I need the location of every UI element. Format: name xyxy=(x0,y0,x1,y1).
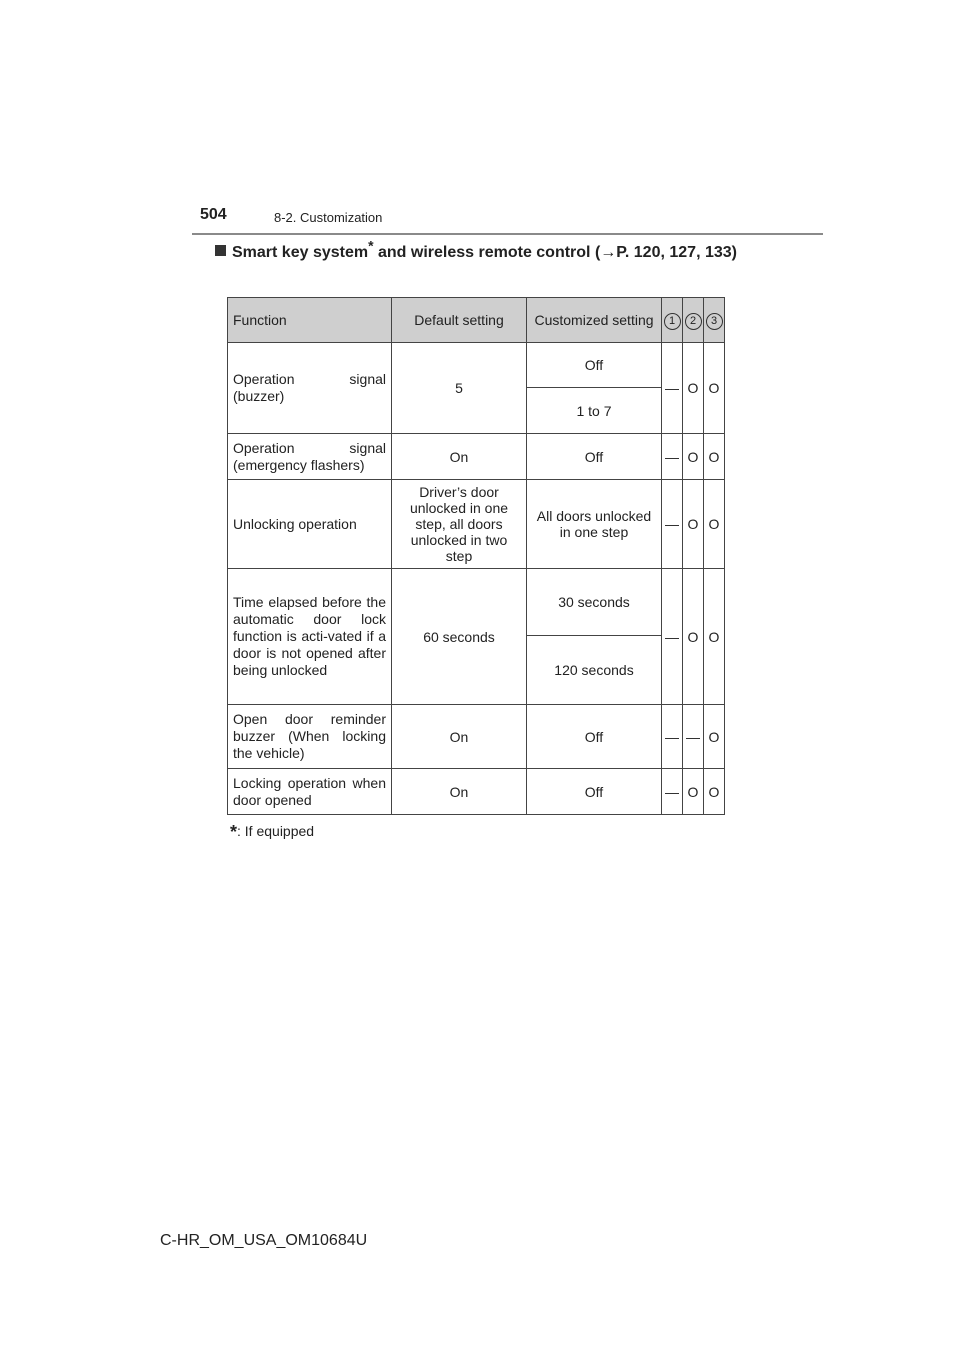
col-method-3 xyxy=(704,298,725,343)
page-header xyxy=(192,204,822,234)
page-refs: P. 120, 127, 133) xyxy=(616,244,737,261)
table-row: 1 to 7 xyxy=(228,388,725,434)
section-heading: Smart key system* and wireless remote control (→P. 120, 127, 133) xyxy=(215,240,755,265)
table-row: Open door reminder buzzer (When locking the vehicle) On Off — — O xyxy=(228,705,725,769)
asterisk-mark: * xyxy=(368,237,374,254)
circled-3-icon: 3 xyxy=(706,313,723,330)
table-row: Time elapsed before the automatic door lock function is acti-vated if a door is not opened after being unlocked 60 seconds 30 seconds — O O xyxy=(228,569,725,636)
section-title: 8-2. Customization xyxy=(274,210,383,225)
table-row: Locking operation when door opened On Off — O O xyxy=(228,769,725,815)
header-rule xyxy=(192,233,823,235)
table-row: Operation signal (buzzer) 5 Off — O O xyxy=(228,343,725,388)
col-function: Function xyxy=(228,298,392,343)
table-row: Operation signal (emergency flashers) On Off — O O xyxy=(228,434,725,480)
circled-1-icon: 1 xyxy=(664,313,681,330)
arrow-icon: → xyxy=(600,244,617,261)
circled-2-icon: 2 xyxy=(685,313,702,330)
footnote-text: : If equipped xyxy=(237,823,315,839)
table-header-row xyxy=(228,298,725,343)
square-bullet-icon xyxy=(215,245,226,256)
customization-table xyxy=(227,297,725,815)
page-number: 504 xyxy=(200,206,227,223)
col-default: Default setting xyxy=(392,298,527,343)
footnote-asterisk: * xyxy=(230,822,238,842)
table-row: 120 seconds xyxy=(228,636,725,705)
table-row: Unlocking operation Driver’s door unlocked in one step, all doors unlocked in two step All doors unlocked in one step — O O xyxy=(228,480,725,569)
col-method-2 xyxy=(683,298,704,343)
doc-code: C-HR_OM_USA_OM10684U xyxy=(160,1232,368,1249)
col-customized: Customized setting xyxy=(527,298,662,343)
footnote xyxy=(230,822,314,843)
col-method-1 xyxy=(662,298,683,343)
